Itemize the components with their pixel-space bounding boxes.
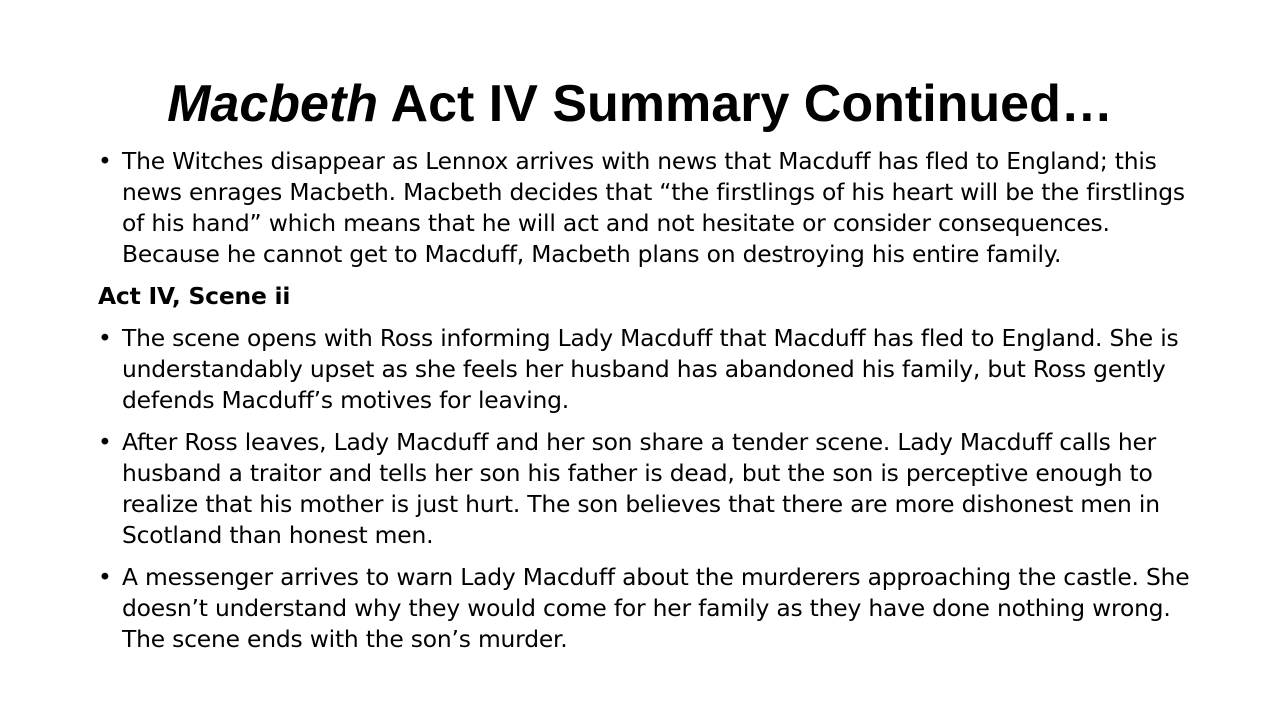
bullet-icon: • <box>98 147 112 175</box>
title-play-name: Macbeth <box>167 75 379 133</box>
slide-body <box>98 146 1208 666</box>
bullet-text: After Ross leaves, Lady Macduff and her son share a tender scene. Lady Macduff calls her husband a traitor and tells her son his father is dead, but the son is perceptive enough to realize that his mother is just hurt. The son believes that there are more dishonest men in Scotland than honest men. <box>122 428 1160 549</box>
bullet-item <box>98 427 1208 551</box>
section-heading: Act IV, Scene ii <box>98 282 291 310</box>
bullet-text: A messenger arrives to warn Lady Macduff about the murderers approaching the castle. She doesn’t understand why they would come for her family as they have done nothing wrong. The scene ends with the son’s murder. <box>122 563 1190 653</box>
bullet-icon: • <box>98 563 112 591</box>
bullet-icon: • <box>98 324 112 352</box>
bullet-icon: • <box>98 428 112 456</box>
slide-title <box>0 74 1280 134</box>
bullet-text: The Witches disappear as Lennox arrives with news that Macduff has fled to England; this news enrages Macbeth. Macbeth decides that “the firstlings of his heart will be the firstlings of his hand” which means that he will act and not hesitate or consider consequences. Because he cannot get to Macduff, Macbeth plans on destroying his entire family. <box>122 147 1185 268</box>
bullet-text: The scene opens with Ross informing Lady Macduff that Macduff has fled to England. She is understandably upset as she feels her husband has abandoned his family, but Ross gently defends Macduff’s motives for leaving. <box>122 324 1179 414</box>
bullet-item <box>98 146 1208 270</box>
bullet-item <box>98 323 1208 416</box>
bullet-item <box>98 562 1208 655</box>
title-text: Act IV Summary Continued… <box>378 75 1113 133</box>
